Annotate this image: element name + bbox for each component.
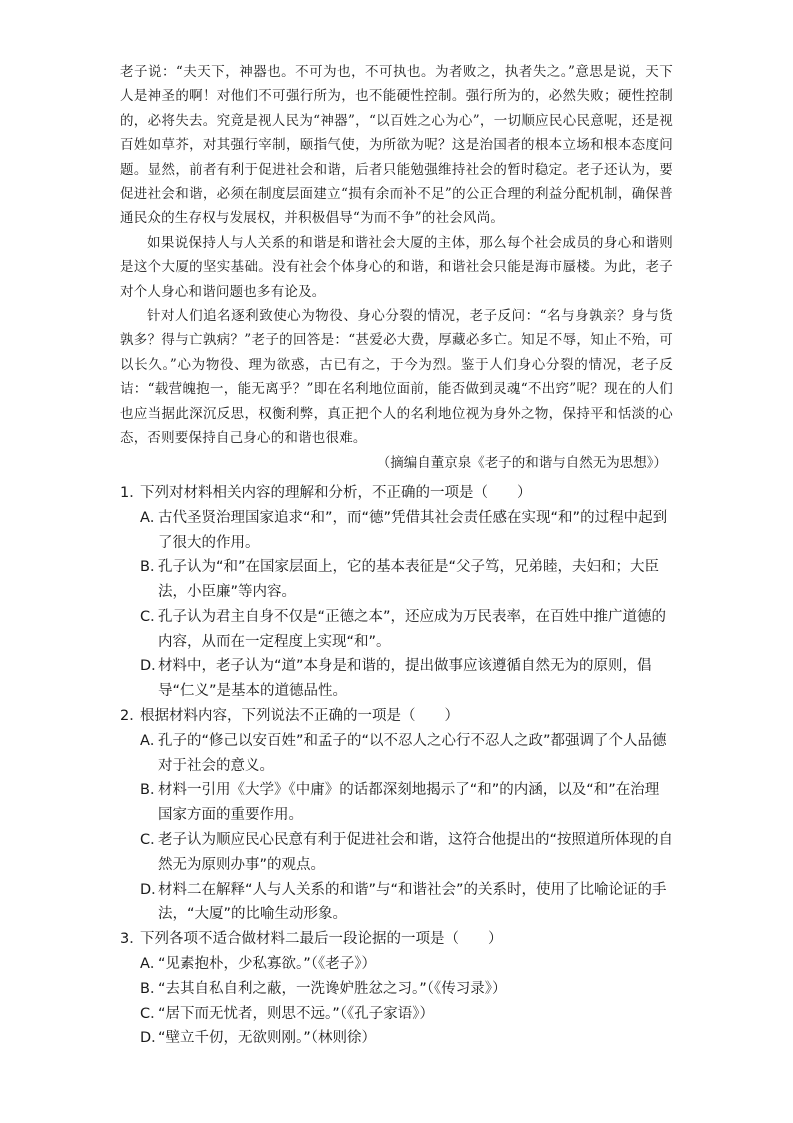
question-1 bbox=[120, 481, 673, 704]
question-number: 2． bbox=[120, 708, 144, 725]
question-stem: 下列各项不适合做材料二最后一段论据的一项是（ ） bbox=[140, 931, 503, 948]
passage-paragraph-3: 针对人们追名逐利致使心为物役、身心分裂的情况，老子反问：“名与身孰亲？身与货孰多？得与亡孰病？”老子的回答是：“甚爱必大费，厚藏必多亡。知足不辱，知止不殆，可以长久。”心为物役、理为欲惑，古已有之，于今为烈。鉴于人们身心分裂的情况，老子反诘：“载营魄抱一，能无离乎？”即在名利地位面前，能否做到灵魂“不出窍”呢？现在的人们也应当据此深沉反思，权衡利弊，真正把个人的名利地位视为身外之物，保持平和恬淡的心态，否则要保持自己身心的和谐也很难。 bbox=[120, 308, 673, 447]
question-number: 1． bbox=[120, 484, 144, 501]
option-d: D． 材料中，老子认为“道”本身是和谐的，提出做事应该遵循自然无为的原则，倡导“仁义”是基本的道德品性。 bbox=[140, 658, 652, 700]
option-a: A． “见素抱朴，少私寡欲。”（《老子》） bbox=[140, 956, 377, 973]
question-list bbox=[120, 481, 673, 1051]
option-c: C． “居下而无忧者，则思不远。”（《孔子家语》） bbox=[140, 1005, 435, 1022]
question-number: 3． bbox=[120, 931, 144, 948]
option-d: D． “壁立千仞，无欲则刚。”（林则徐） bbox=[140, 1030, 377, 1047]
passage-source: （摘编自董京泉《老子的和谐与自然无为思想》） bbox=[376, 454, 667, 471]
question-stem: 下列对材料相关内容的理解和分析，不正确的一项是（ ） bbox=[140, 484, 532, 501]
option-d: D． 材料二在解释“人与人关系的和谐”与“和谐社会”的关系时，使用了比喻论证的手法，“大厦”的比喻生动形象。 bbox=[140, 881, 667, 923]
question-2 bbox=[120, 704, 673, 927]
question-3 bbox=[120, 927, 673, 1051]
question-stem: 根据材料内容，下列说法不正确的一项是（ ） bbox=[140, 708, 459, 725]
option-b: B． “去其自私自利之蔽，一洗谗妒胜忿之习。”（《传习录》） bbox=[140, 980, 507, 997]
option-b: B． 孔子认为“和”在国家层面上，它的基本表征是“父子笃，兄弟睦，夫妇和；大臣法，小臣廉”等内容。 bbox=[140, 559, 660, 601]
option-a: A． 古代圣贤治理国家追求“和”，而“德”凭借其社会责任感在实现“和”的过程中起到了很大的作用。 bbox=[140, 509, 668, 551]
passage-paragraph-1: 老子说：“夫天下，神器也。不可为也，不可执也。为者败之，执者失之。”意思是说，天下人是神圣的啊！对他们不可强行所为，也不能硬性控制。强行所为的，必然失败；硬性控制的，必将失去。究竟是视人民为“神器”，“以百姓之心为心”，一切顺应民心民意呢，还是视百姓如草芥，对其强行宰制，颐指气使，为所欲为呢？这是治国者的根本立场和根本态度问题。显然，前者有利于促进社会和谐，后者只能勉强维持社会的暂时稳定。老子还认为，要促进社会和谐，必须在制度层面建立“损有余而补不足”的公正合理的利益分配机制，确保普通民众的生存权与发展权，并积极倡导“为而不争”的社会风尚。 bbox=[120, 64, 673, 227]
option-c: C． 老子认为顺应民心民意有利于促进社会和谐，这符合他提出的“按照道所体现的自然无为原则办事”的观点。 bbox=[140, 832, 674, 873]
option-b: B． 材料一引用《大学》《中庸》的话都深刻地揭示了“和”的内涵，以及“和”在治理国家方面的重要作用。 bbox=[140, 782, 660, 824]
passage bbox=[120, 60, 673, 451]
option-a: A． 孔子的“修己以安百姓”和孟子的“以不忍人之心行不忍人之政”都强调了个人品德对于社会的意义。 bbox=[140, 732, 667, 774]
option-c: C． 孔子认为君主自身不仅是“正德之本”，还应成为万民表率，在百姓中推广道德的内容，从而在一定程度上实现“和”。 bbox=[140, 608, 667, 650]
passage-paragraph-2: 如果说保持人与人关系的和谐是和谐社会大厦的主体，那么每个社会成员的身心和谐则是这个大厦的坚实基础。没有社会个体身心的和谐，和谐社会只能是海市蜃楼。为此，老子对个人身心和谐问题也多有论及。 bbox=[120, 234, 673, 300]
